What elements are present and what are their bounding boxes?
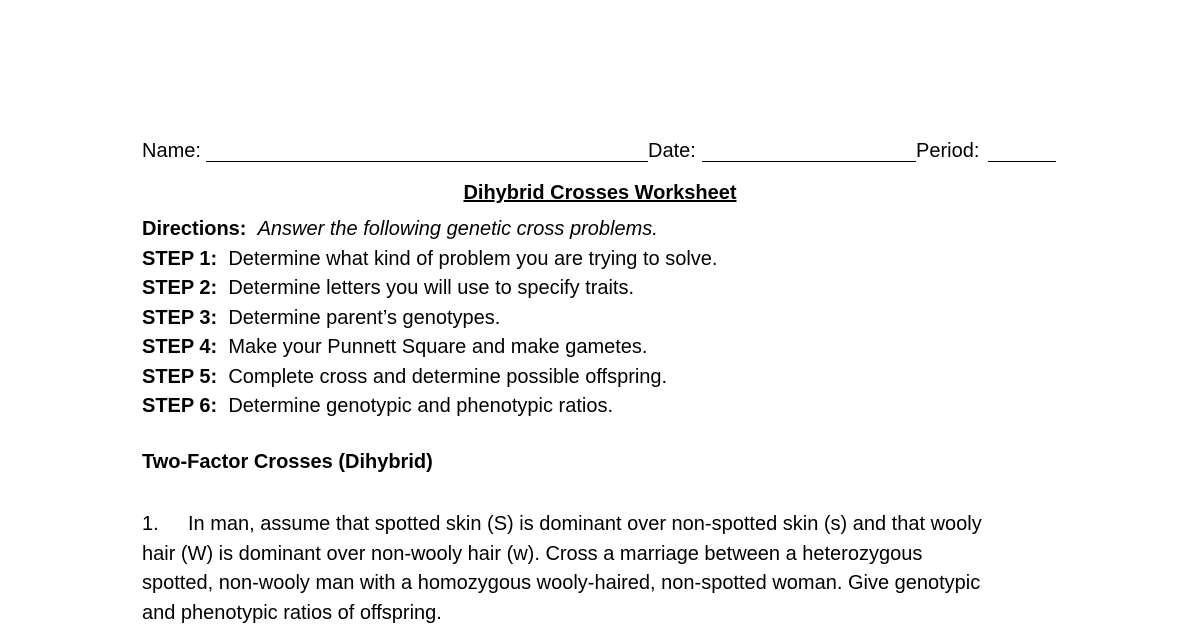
step-text: Complete cross and determine possible offspring. [228, 365, 668, 388]
question-line: hair (W) is dominant over non-wooly hair (w). Cross a marriage between a heterozygous [142, 542, 923, 565]
question-1 [142, 510, 1072, 628]
step-line [142, 363, 717, 393]
step-text: Determine what kind of problem you are trying to solve. [228, 247, 718, 270]
question-line: spotted, non-wooly man with a homozygous wooly-haired, non-spotted woman. Give genotypic [142, 572, 981, 594]
date-blank-line [702, 140, 916, 162]
name-label: Name: [142, 140, 201, 162]
step-text: Determine genotypic and phenotypic ratios. [228, 395, 614, 417]
directions-block [142, 215, 717, 422]
step-label: STEP 3: [142, 306, 218, 329]
period-label: Period: [916, 140, 980, 162]
step-line [142, 274, 717, 304]
step-line [142, 333, 717, 363]
student-info-header [142, 140, 1062, 168]
step-line [142, 304, 717, 334]
name-blank-line [206, 140, 648, 162]
step-label: STEP 6: [142, 395, 218, 417]
step-label: STEP 1: [142, 247, 218, 270]
date-label: Date: [648, 140, 696, 162]
step-text: Make your Punnett Square and make gametes. [228, 336, 648, 358]
question-line [142, 510, 1072, 540]
period-blank-line [988, 140, 1056, 162]
question-line: and phenotypic ratios of offspring. [142, 601, 442, 624]
question-text: In man, assume that spotted skin (S) is dominant over non-spotted skin (s) and that wooly [188, 513, 982, 535]
step-label: STEP 2: [142, 277, 218, 299]
directions-label: Directions: [142, 218, 247, 240]
step-line [142, 392, 717, 422]
step-text: Determine letters you will use to specify traits. [228, 277, 635, 299]
step-label: STEP 5: [142, 365, 218, 388]
section-heading: Two-Factor Crosses (Dihybrid) [142, 451, 433, 473]
question-number: 1. [142, 513, 159, 535]
directions-line [142, 215, 717, 245]
step-label: STEP 4: [142, 336, 218, 358]
directions-text: Answer the following genetic cross problems. [257, 218, 658, 240]
step-line [142, 245, 717, 275]
step-text: Determine parent’s genotypes. [228, 306, 501, 329]
worksheet-title: Dihybrid Crosses Worksheet [463, 182, 737, 204]
